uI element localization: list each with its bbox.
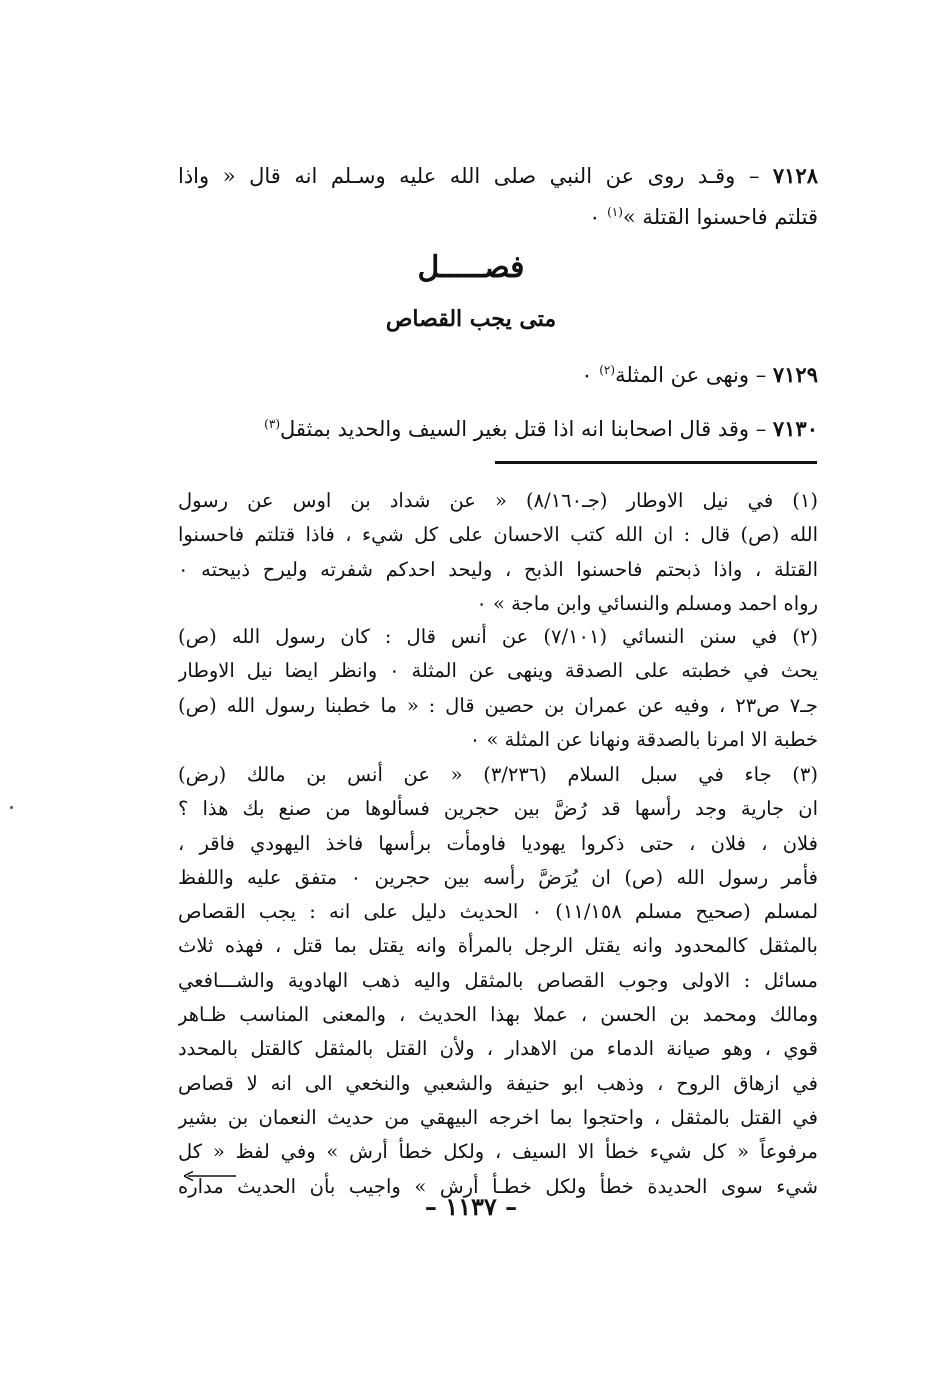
footnote-line: يحث في خطبته على الصدقة وينهى عن المثلة ٠ وانظر ايضا نيل الاوطار	[178, 659, 818, 683]
footnote-line: بالمثقل كالمحدود وانه يقتل الرجل بالمرأة وانه يقتل بما قتل ، فهذه ثلاث	[178, 934, 818, 958]
footnote-line: جـ٧ ص٢٣ ، وفيه عن عمران بن حصين قال : « ما خطبنا رسول الله (ص)	[178, 693, 818, 717]
footnote-line: في ازهاق الروح ، وذهب ابو حنيفة والشعبي والنخعي الى انه لا قصاص	[178, 1071, 818, 1095]
footnote-line: في القتل بالمثقل ، واحتجوا بما اخرجه البيهقي من حديث النعمان بن بشير	[178, 1105, 818, 1129]
footnote-line: ومالك ومحمد بن الحسن ، عملا بهذا الحديث ، والمعنى المناسب ظـاهر	[178, 1003, 818, 1027]
footnote-line: قوي ، وهو صيانة الدماء من الاهدار ، ولأن القتل بالمثقل كالقتل بالمحدد	[178, 1037, 818, 1061]
footnote-line: فأمر رسول الله (ص) ان يُرَضَّ رأسه بين حجرين ٠ متفق عليه واللفظ	[178, 865, 818, 889]
footnote-ref: (٣)	[264, 417, 280, 431]
entry-text: – ونهى عن المثلة	[615, 363, 773, 387]
entry-text: – وقد قال اصحابنا انه اذا قتل بغير السيف والحديد بمثقل	[280, 417, 773, 441]
scan-speck	[10, 806, 13, 809]
footnote-2	[178, 620, 818, 757]
footnote-ref: (٢)	[599, 363, 616, 377]
footnote-separator	[495, 461, 817, 464]
footnote-line: مسائل : الاولى وجوب القصاص بالمثقل واليه ذهب الهادوية والشـــافعي	[178, 968, 818, 992]
footnote-line: فلان ، فلان ، حتى ذكروا يهوديا فاومأت برأسها فاخذ اليهودي فاقر ،	[178, 831, 818, 855]
entry-number: ٧١٢٩	[772, 362, 818, 387]
entry-number: ٧١٢٨	[772, 163, 818, 188]
entry-text: – وقـد روى عن النبي صلى الله عليه وسـلم انه قال « واذا	[178, 164, 760, 188]
footnote-line: لمسلم (صحيح مسلم ١١/١٥٨) ٠ الحديث دليل على انه : يجب القصاص	[178, 900, 818, 924]
entry-7129-line	[178, 352, 818, 388]
footnote-line: (٢) في سنن النسائي (٧/١٠١) عن أنس قال : كان رسول الله (ص)	[178, 625, 818, 648]
footnote-3	[178, 758, 818, 1204]
footnote-line: الله (ص) قال : ان الله كتب الاحسان على كل شيء ، فاذا قتلتم فاحسنوا	[178, 523, 818, 547]
section-subtitle: متى يجب القصاص	[385, 306, 557, 332]
entry-end: ٠	[581, 363, 600, 387]
continuation-arrow-icon	[184, 1170, 236, 1182]
footnote-line: مرفوعاً « كل شيء خطأ الا السيف ، ولكل خطأ أرش » وفي لفظ « كل	[178, 1140, 818, 1164]
entry-7130-line	[178, 406, 818, 442]
entry-end: ٠	[589, 205, 608, 229]
footnote-line: رواه احمد ومسلم والنسائي وابن ماجة » ٠	[476, 591, 818, 615]
footnote-line: شيء سوى الحديدة خطأ ولكل خطـأ أرش » واجيب بأن الحديث مداره	[178, 1174, 818, 1198]
entry-7128-line-1	[178, 158, 818, 194]
page-number: – ١١٣٧ –	[424, 1192, 518, 1221]
section-heading: فصـــــل	[417, 250, 525, 285]
footnote-1	[178, 484, 818, 621]
footnote-line: (١) في نيل الاوطار (جـ٨/١٦٠) « عن شداد بن اوس عن رسول	[178, 489, 818, 512]
entry-7129	[178, 352, 818, 388]
entry-7128-line-2	[178, 194, 818, 230]
entry-number: ٧١٣٠	[772, 416, 818, 441]
footnote-line: خطبة الا امرنا بالصدقة ونهانا عن المثلة » ٠	[469, 727, 818, 751]
entry-7128	[178, 158, 818, 230]
footnote-line: ان جارية وجد رأسها قد رُضَّ بين حجرين فسألوها من صنع بك هذا ؟	[178, 797, 818, 821]
entry-7130	[178, 406, 818, 442]
footnote-line: (٣) جاء في سبل السلام (٣/٢٣٦) « عن أنس بن مالك (رض)	[178, 763, 818, 786]
footnote-ref: (١)	[607, 205, 623, 219]
entry-text: قتلتم فاحسنوا القتلة »	[622, 205, 818, 229]
footnote-line: القتلة ، واذا ذبحتم فاحسنوا الذبح ، وليحد احدكم شفرته وليرح ذبيحته ٠	[178, 557, 818, 581]
